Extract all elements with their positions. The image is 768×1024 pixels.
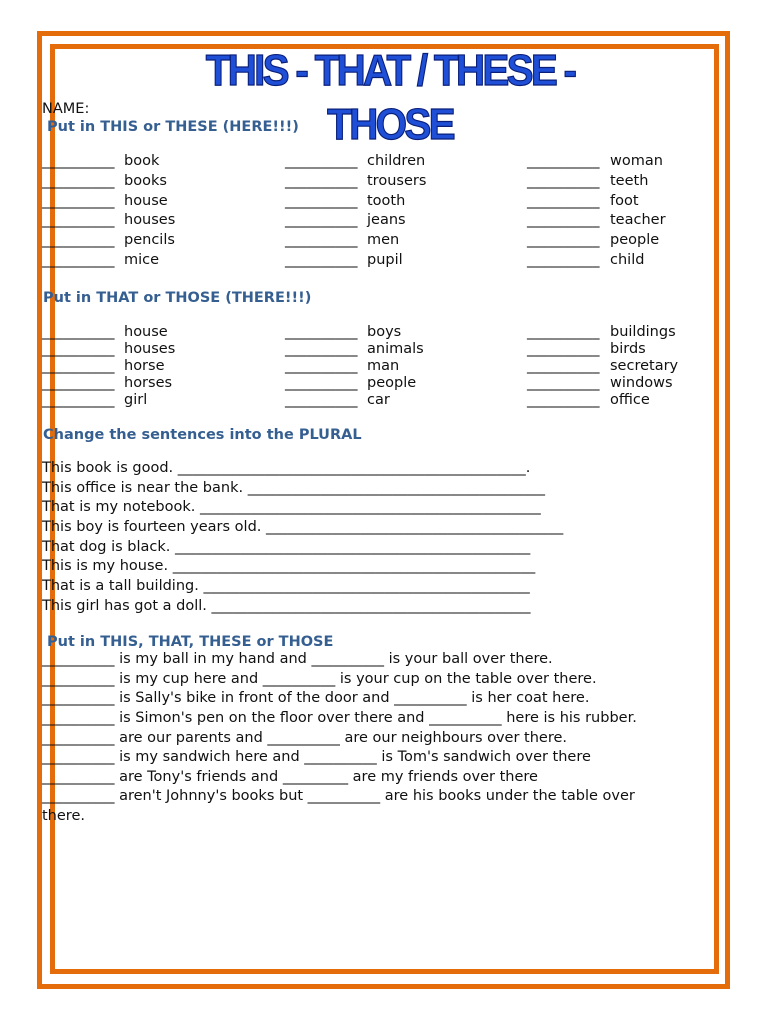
word-item: animals bbox=[367, 341, 424, 357]
word-item: secretary bbox=[610, 358, 679, 374]
exercise-line: __________ are our parents and __________ are our neighbours over there. bbox=[42, 730, 568, 746]
word-item: house bbox=[124, 193, 168, 209]
exercise-line: __________ are Tony's friends and _________ are my friends over there bbox=[42, 769, 538, 785]
sentence-line: This book is good. ________________________________________________. bbox=[42, 460, 531, 476]
word-item: people bbox=[367, 375, 417, 391]
sentence-line: This is my house. __________________________________________________ bbox=[42, 558, 536, 574]
blank-line: __________ bbox=[285, 375, 358, 391]
blank-line: __________ bbox=[42, 341, 115, 357]
word-item: horse bbox=[124, 358, 165, 374]
blank-line: __________ bbox=[42, 392, 115, 408]
blank-line: __________ bbox=[285, 252, 358, 268]
exercise-line: __________ is Simon's pen on the floor over there and __________ here is his rubber. bbox=[42, 710, 637, 726]
blank-line: __________ bbox=[527, 324, 600, 340]
blank-line: __________ bbox=[42, 193, 115, 209]
blank-line: __________ bbox=[42, 358, 115, 374]
word-item: boys bbox=[367, 324, 402, 340]
exercise-line: __________ is my sandwich here and __________ is Tom's sandwich over there bbox=[42, 749, 591, 765]
sentence-line: That is a tall building. _____________________________________________ bbox=[42, 578, 530, 594]
word-item: office bbox=[610, 392, 650, 408]
blank-line: __________ bbox=[285, 358, 358, 374]
word-item: windows bbox=[610, 375, 673, 391]
exercise-line: __________ is Sally's bike in front of the door and __________ is her coat here. bbox=[42, 690, 590, 706]
exercise-line: __________ is my ball in my hand and __________ is your ball over there. bbox=[42, 651, 553, 667]
exercise-line: __________ is my cup here and __________ is your cup on the table over there. bbox=[42, 671, 597, 687]
section1-heading: Put in THIS or THESE (HERE!!!) bbox=[47, 119, 299, 135]
blank-line: __________ bbox=[527, 341, 600, 357]
blank-line: __________ bbox=[42, 252, 115, 268]
blank-line: __________ bbox=[527, 193, 600, 209]
word-item: horses bbox=[124, 375, 173, 391]
blank-line: __________ bbox=[527, 212, 600, 228]
exercise-line: there. bbox=[42, 808, 85, 824]
section2-heading: Put in THAT or THOSE (THERE!!!) bbox=[43, 290, 312, 306]
word-item: teeth bbox=[610, 173, 649, 189]
blank-line: __________ bbox=[285, 232, 358, 248]
word-item: children bbox=[367, 153, 426, 169]
word-item: pencils bbox=[124, 232, 175, 248]
word-item: people bbox=[610, 232, 660, 248]
blank-line: __________ bbox=[42, 173, 115, 189]
word-item: jeans bbox=[367, 212, 406, 228]
blank-line: __________ bbox=[527, 252, 600, 268]
section4-heading: Put in THIS, THAT, THESE or THOSE bbox=[47, 634, 334, 650]
blank-line: __________ bbox=[285, 153, 358, 169]
word-item: men bbox=[367, 232, 400, 248]
word-item: foot bbox=[610, 193, 639, 209]
blank-line: __________ bbox=[42, 324, 115, 340]
blank-line: __________ bbox=[285, 324, 358, 340]
word-item: buildings bbox=[610, 324, 676, 340]
word-item: woman bbox=[610, 153, 663, 169]
word-item: car bbox=[367, 392, 390, 408]
name-label: NAME: bbox=[42, 101, 90, 117]
word-item: birds bbox=[610, 341, 646, 357]
blank-line: __________ bbox=[285, 212, 358, 228]
word-item: houses bbox=[124, 212, 176, 228]
word-item: house bbox=[124, 324, 168, 340]
word-item: man bbox=[367, 358, 400, 374]
blank-line: __________ bbox=[285, 392, 358, 408]
blank-line: __________ bbox=[285, 341, 358, 357]
section3-heading: Change the sentences into the PLURAL bbox=[43, 427, 362, 443]
blank-line: __________ bbox=[42, 375, 115, 391]
sentence-line: That is my notebook. _______________________________________________ bbox=[42, 499, 541, 515]
word-item: book bbox=[124, 153, 160, 169]
blank-line: __________ bbox=[527, 375, 600, 391]
worksheet-title: THIS - THAT / THESE - THOSE bbox=[205, 46, 575, 149]
blank-line: __________ bbox=[527, 153, 600, 169]
word-item: trousers bbox=[367, 173, 427, 189]
blank-line: __________ bbox=[42, 212, 115, 228]
blank-line: __________ bbox=[42, 232, 115, 248]
blank-line: __________ bbox=[285, 173, 358, 189]
word-item: child bbox=[610, 252, 645, 268]
sentence-line: This girl has got a doll. ____________________________________________ bbox=[42, 598, 531, 614]
word-item: mice bbox=[124, 252, 160, 268]
word-item: girl bbox=[124, 392, 148, 408]
exercise-line: __________ aren't Johnny's books but __________ are his books under the table over bbox=[42, 788, 635, 804]
sentence-line: This boy is fourteen years old. _________________________________________ bbox=[42, 519, 564, 535]
word-item: pupil bbox=[367, 252, 403, 268]
blank-line: __________ bbox=[285, 193, 358, 209]
word-item: tooth bbox=[367, 193, 406, 209]
sentence-line: This office is near the bank. _________________________________________ bbox=[42, 480, 545, 496]
word-item: houses bbox=[124, 341, 176, 357]
sentence-line: That dog is black. _________________________________________________ bbox=[42, 539, 531, 555]
blank-line: __________ bbox=[527, 358, 600, 374]
blank-line: __________ bbox=[527, 173, 600, 189]
word-item: books bbox=[124, 173, 167, 189]
blank-line: __________ bbox=[42, 153, 115, 169]
blank-line: __________ bbox=[527, 392, 600, 408]
blank-line: __________ bbox=[527, 232, 600, 248]
word-item: teacher bbox=[610, 212, 666, 228]
